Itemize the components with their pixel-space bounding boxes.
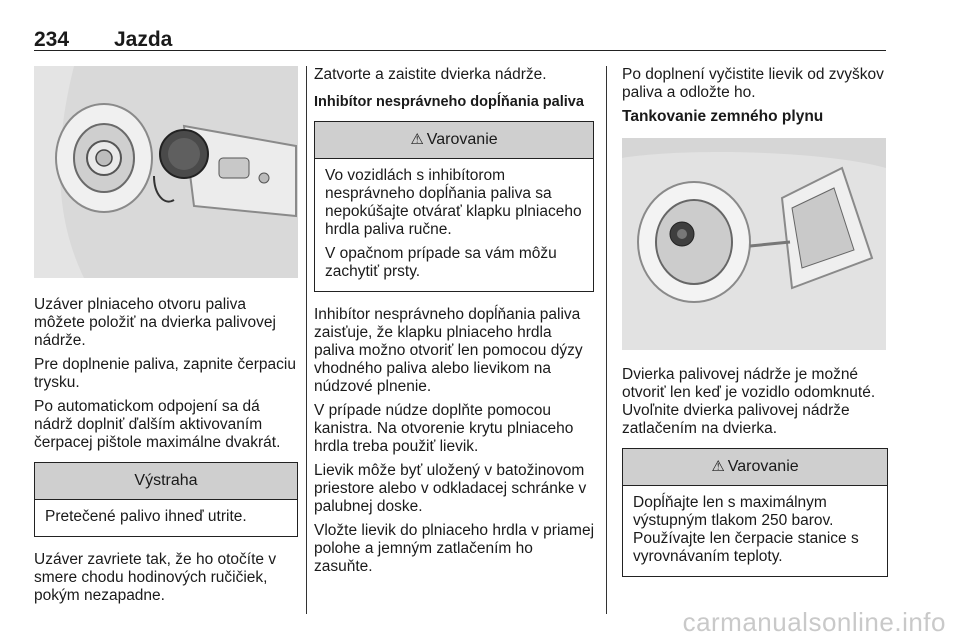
cng-filler-illustration bbox=[622, 138, 886, 350]
warning-triangle-icon: ⚠ bbox=[410, 131, 424, 148]
caution-text: Pretečené palivo ihneď utrite. bbox=[45, 508, 247, 525]
paragraph: Zatvorte a zaistite dvierka nádrže. bbox=[314, 66, 547, 83]
column-1 bbox=[34, 66, 298, 611]
paragraph: Vložte lievik do plniaceho hrdla v priamej polohe a jemným zatlačením ho zasuňte. bbox=[314, 522, 595, 575]
warning-title: Varovanie bbox=[426, 131, 498, 148]
warning-text: V opačnom prípade sa vám môžu zachytiť prsty. bbox=[325, 245, 557, 280]
paragraph: Uzáver zavriete tak, že ho otočíte v smere chodu hodinových ručičiek, pokým nezapadne. bbox=[34, 551, 277, 604]
paragraph: Lievik môže byť uložený v batožinovom priestore alebo v odkladacej schránke v palubnej doske. bbox=[314, 462, 587, 515]
warning-header bbox=[623, 449, 887, 486]
page-number: 234 bbox=[34, 28, 70, 51]
cng-fuel-door-illustration bbox=[622, 138, 886, 350]
paragraph: Dvierka palivovej nádrže je možné otvoriť len keď je vozidlo odomknuté. Uvoľnite dvierka palivovej nádrže zatlačením na dvierka. bbox=[622, 366, 876, 437]
warning-text: Vo vozidlách s inhibítorom nesprávneho dopĺňania paliva sa nepokúšajte otvárať klapku plniaceho hrdla paliva ručne. bbox=[325, 167, 582, 238]
section-heading: Tankovanie zemného plynu bbox=[622, 108, 824, 125]
chapter-title: Jazda bbox=[114, 28, 173, 51]
warning-title: Varovanie bbox=[727, 458, 799, 475]
warning-header bbox=[315, 122, 593, 159]
column-2 bbox=[314, 66, 594, 582]
paragraph: V prípade núdze doplňte pomocou kanistra. Na otvorenie krytu plniaceho hrdla treba použiť lievik. bbox=[314, 402, 574, 455]
paragraph: Pre doplnenie paliva, zapnite čerpaciu trysku. bbox=[34, 356, 296, 391]
paragraph: Inhibítor nesprávneho dopĺňania paliva zaisťuje, že klapku plniaceho hrdla paliva možno otvoriť len pomocou dýzy vhodného paliva alebo lievikom na núdzové plnenie. bbox=[314, 306, 583, 395]
warning-triangle-icon: ⚠ bbox=[711, 458, 725, 475]
watermark: carmanualsonline.info bbox=[682, 607, 946, 637]
paragraph: Po automatickom odpojení sa dá nádrž doplniť ďalším aktivovaním čerpacej pištole maximálne dvakrát. bbox=[34, 398, 281, 451]
column-3 bbox=[622, 66, 888, 591]
section-subheading: Inhibítor nesprávneho dopĺňania paliva bbox=[314, 94, 584, 110]
caution-title: Výstraha bbox=[35, 463, 297, 500]
warning-box bbox=[622, 448, 888, 577]
caution-box bbox=[34, 462, 298, 537]
warning-box bbox=[314, 121, 594, 292]
fuel-cap-illustration bbox=[34, 66, 298, 278]
paragraph: Uzáver plniaceho otvoru paliva môžete položiť na dvierka palivovej nádrže. bbox=[34, 296, 276, 349]
column-divider bbox=[306, 66, 307, 614]
page-header bbox=[34, 26, 886, 51]
fuel-door-open-illustration bbox=[34, 66, 298, 278]
paragraph: Po doplnení vyčistite lievik od zvyškov paliva a odložte ho. bbox=[622, 66, 884, 101]
column-divider bbox=[606, 66, 607, 614]
warning-text: Dopĺňajte len s maximálnym výstupným tlakom 250 barov. Používajte len čerpacie stanice s vyrovnávaním teploty. bbox=[633, 494, 859, 565]
